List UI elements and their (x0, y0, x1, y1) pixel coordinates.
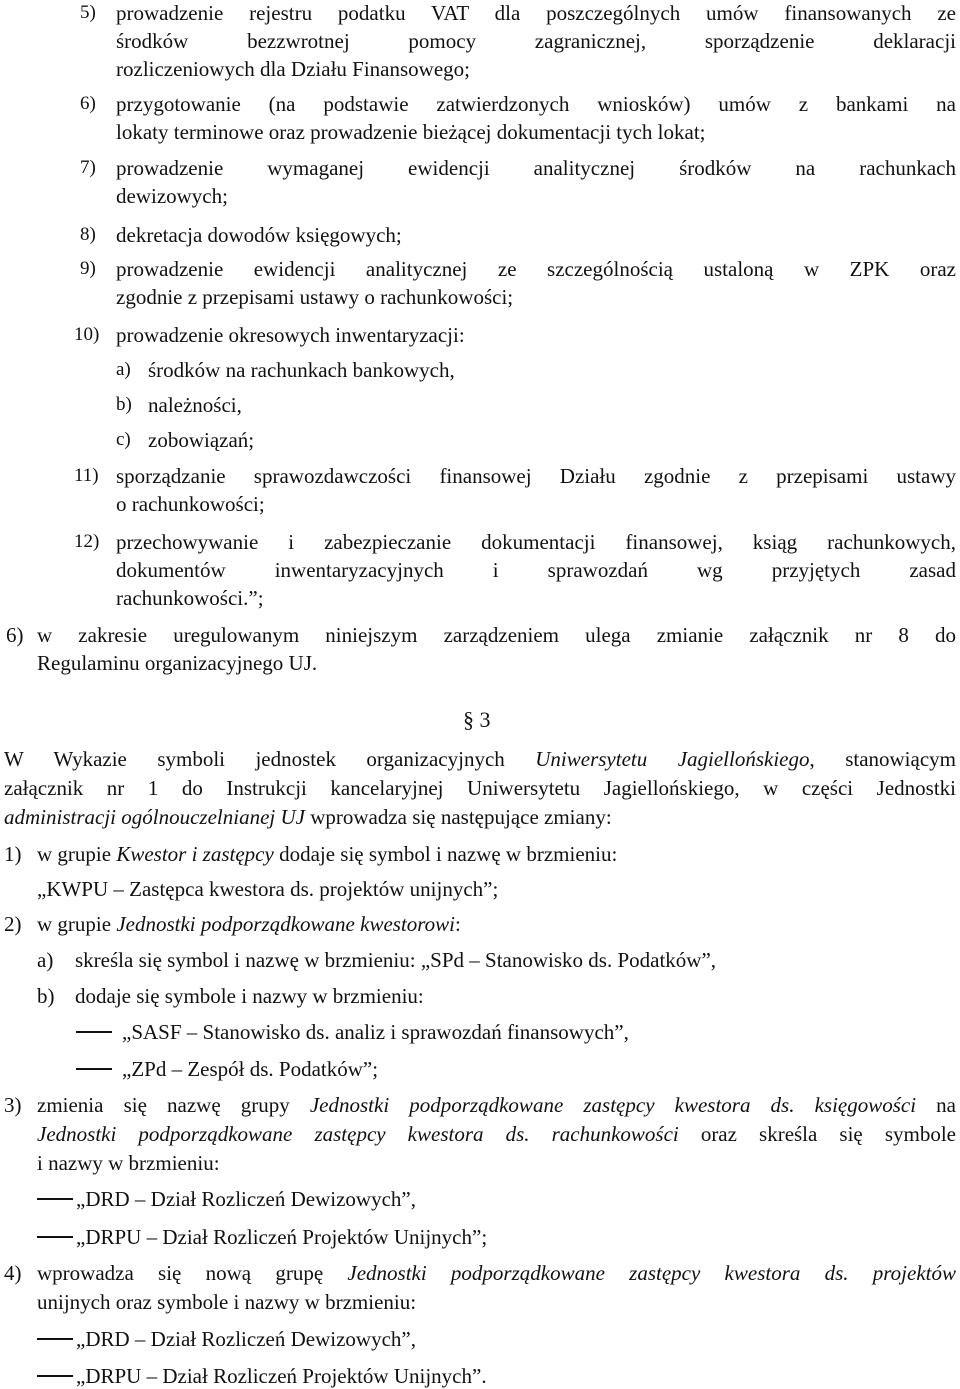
change-number: 4) (4, 1261, 22, 1285)
item-number: 12) (74, 531, 100, 552)
change-text (37, 1092, 956, 1118)
item-text: prowadzenie rejestru podatku VAT dla poszczególnych umów finansowanych ze (116, 1, 956, 25)
item-text: o rachunkowości; (116, 492, 265, 516)
change-number: 3) (4, 1093, 22, 1117)
group-name: Jednostki podporządkowane zastępcy kwestora ds. księgowości (309, 1093, 917, 1117)
item-text: dewizowych; (116, 184, 228, 208)
point-number: 6) (6, 623, 24, 647)
intro-text: W Wykazie symboli jednostek organizacyjnych (4, 747, 536, 771)
dash-bullet (37, 1236, 73, 1238)
change-text-part: wprowadza się nową grupę (37, 1261, 348, 1285)
dash-bullet (76, 1031, 112, 1033)
intro-italic: Uniwersytetu Jagiellońskiego (535, 747, 810, 771)
change-text: i nazwy w brzmieniu: (37, 1151, 220, 1175)
item-text: środków bezzwrotnej pomocy zagranicznej, sporządzenie deklaracji (116, 29, 956, 53)
point-text: Regulaminu organizacyjnego UJ. (37, 651, 318, 675)
intro-line (4, 746, 956, 772)
item-text: sporządzanie sprawozdawczości finansowej Działu zgodnie z przepisami ustawy (116, 464, 956, 488)
symbol-entry: „KWPU – Zastępca kwestora ds. projektów unijnych”; (37, 877, 499, 901)
group-name: Jednostki podporządkowane kwestorowi (116, 912, 456, 936)
item-number: 6) (80, 93, 96, 114)
item-text: dekretacja dowodów księgowych; (116, 223, 402, 247)
change-text-part: dodaje się symbol i nazwę w brzmieniu: (273, 842, 618, 866)
sub-item-letter: c) (116, 429, 131, 450)
sub-item-text: zobowiązań; (148, 428, 255, 452)
symbol-entry: „DRPU – Dział Rozliczeń Projektów Unijnych”; (76, 1225, 488, 1249)
symbol-entry: „DRPU – Dział Rozliczeń Projektów Unijnych”. (76, 1364, 487, 1388)
dash-bullet (37, 1375, 73, 1377)
intro-italic: administracji ogólnouczelnianej UJ (4, 805, 305, 829)
group-name: Kwestor i zastępcy (116, 842, 274, 866)
change-text-part: oraz skreśla się symbole (678, 1122, 956, 1146)
sub-item-letter: a) (37, 948, 54, 972)
change-text-part: w grupie (37, 912, 117, 936)
sub-item-text: dodaje się symbole i nazwy w brzmieniu: (75, 984, 424, 1008)
intro-line: załącznik nr 1 do Instrukcji kancelaryjnej Uniwersytetu Jagiellońskiego, w części Jednostki (4, 776, 956, 800)
point-text: w zakresie uregulowanym niniejszym zarządzeniem ulega zmianie załącznik nr 8 do (37, 623, 956, 647)
change-text-part: w grupie (37, 842, 117, 866)
item-text: rachunkowości.”; (116, 586, 264, 610)
item-number: 5) (80, 2, 96, 23)
change-text-part: zmienia się nazwę grupy (37, 1093, 310, 1117)
change-number: 2) (4, 912, 22, 936)
item-number: 9) (80, 258, 96, 279)
change-text (37, 1260, 956, 1286)
symbol-entry: „DRD – Dział Rozliczeń Dewizowych”, (76, 1327, 416, 1351)
section-heading (463, 707, 491, 733)
intro-line (4, 804, 612, 830)
symbol-entry: „DRD – Dział Rozliczeń Dewizowych”, (76, 1187, 416, 1211)
change-text-part: : (455, 912, 461, 936)
item-text: prowadzenie ewidencji analitycznej ze szczególnością ustaloną w ZPK oraz (116, 257, 956, 281)
section-symbol: § (463, 707, 474, 732)
item-text: przygotowanie (na podstawie zatwierdzonych wniosków) umów z bankami na (116, 92, 956, 116)
item-text: prowadzenie wymaganej ewidencji analitycznej środków na rachunkach (116, 156, 956, 180)
item-number: 7) (80, 157, 96, 178)
item-text: przechowywanie i zabezpieczanie dokumentacji finansowej, ksiąg rachunkowych, (116, 530, 956, 554)
change-text (37, 841, 617, 867)
section-number: 3 (479, 707, 491, 732)
sub-item-text: należności, (148, 393, 242, 417)
group-name: Jednostki podporządkowane zastępcy kwestora ds. rachunkowości (37, 1122, 679, 1146)
item-text: rozliczeniowych dla Działu Finansowego; (116, 57, 470, 81)
change-text (37, 1121, 956, 1147)
intro-text: wprowadza się następujące zmiany: (304, 805, 612, 829)
dash-bullet (76, 1068, 112, 1070)
change-number: 1) (4, 842, 22, 866)
item-text: zgodnie z przepisami ustawy o rachunkowości; (116, 285, 514, 309)
sub-item-text: środków na rachunkach bankowych, (148, 358, 455, 382)
change-text (37, 911, 461, 937)
intro-text: , stanowiącym (809, 747, 956, 771)
group-name: Jednostki podporządkowane zastępcy kwestora ds. projektów (347, 1261, 956, 1285)
item-text: lokaty terminowe oraz prowadzenie bieżącej dokumentacji tych lokat; (116, 120, 706, 144)
item-number: 11) (74, 465, 99, 486)
item-text: prowadzenie okresowych inwentaryzacji: (116, 323, 465, 347)
sub-item-text: skreśla się symbol i nazwę w brzmieniu: „SPd – Stanowisko ds. Podatków”, (75, 948, 717, 972)
change-text-part: na (916, 1093, 957, 1117)
item-number: 10) (74, 324, 100, 345)
change-text: unijnych oraz symbole i nazwy w brzmieniu: (37, 1290, 417, 1314)
sub-item-letter: a) (116, 359, 131, 380)
symbol-entry: „ZPd – Zespół ds. Podatków”; (122, 1057, 379, 1081)
sub-item-letter: b) (37, 984, 55, 1008)
item-number: 8) (80, 224, 96, 245)
symbol-entry: „SASF – Stanowisko ds. analiz i sprawozdań finansowych”, (122, 1020, 629, 1044)
sub-item-letter: b) (116, 394, 132, 415)
item-text: dokumentów inwentaryzacyjnych i sprawozdań wg przyjętych zasad (116, 558, 956, 582)
dash-bullet (37, 1338, 73, 1340)
dash-bullet (37, 1198, 73, 1200)
